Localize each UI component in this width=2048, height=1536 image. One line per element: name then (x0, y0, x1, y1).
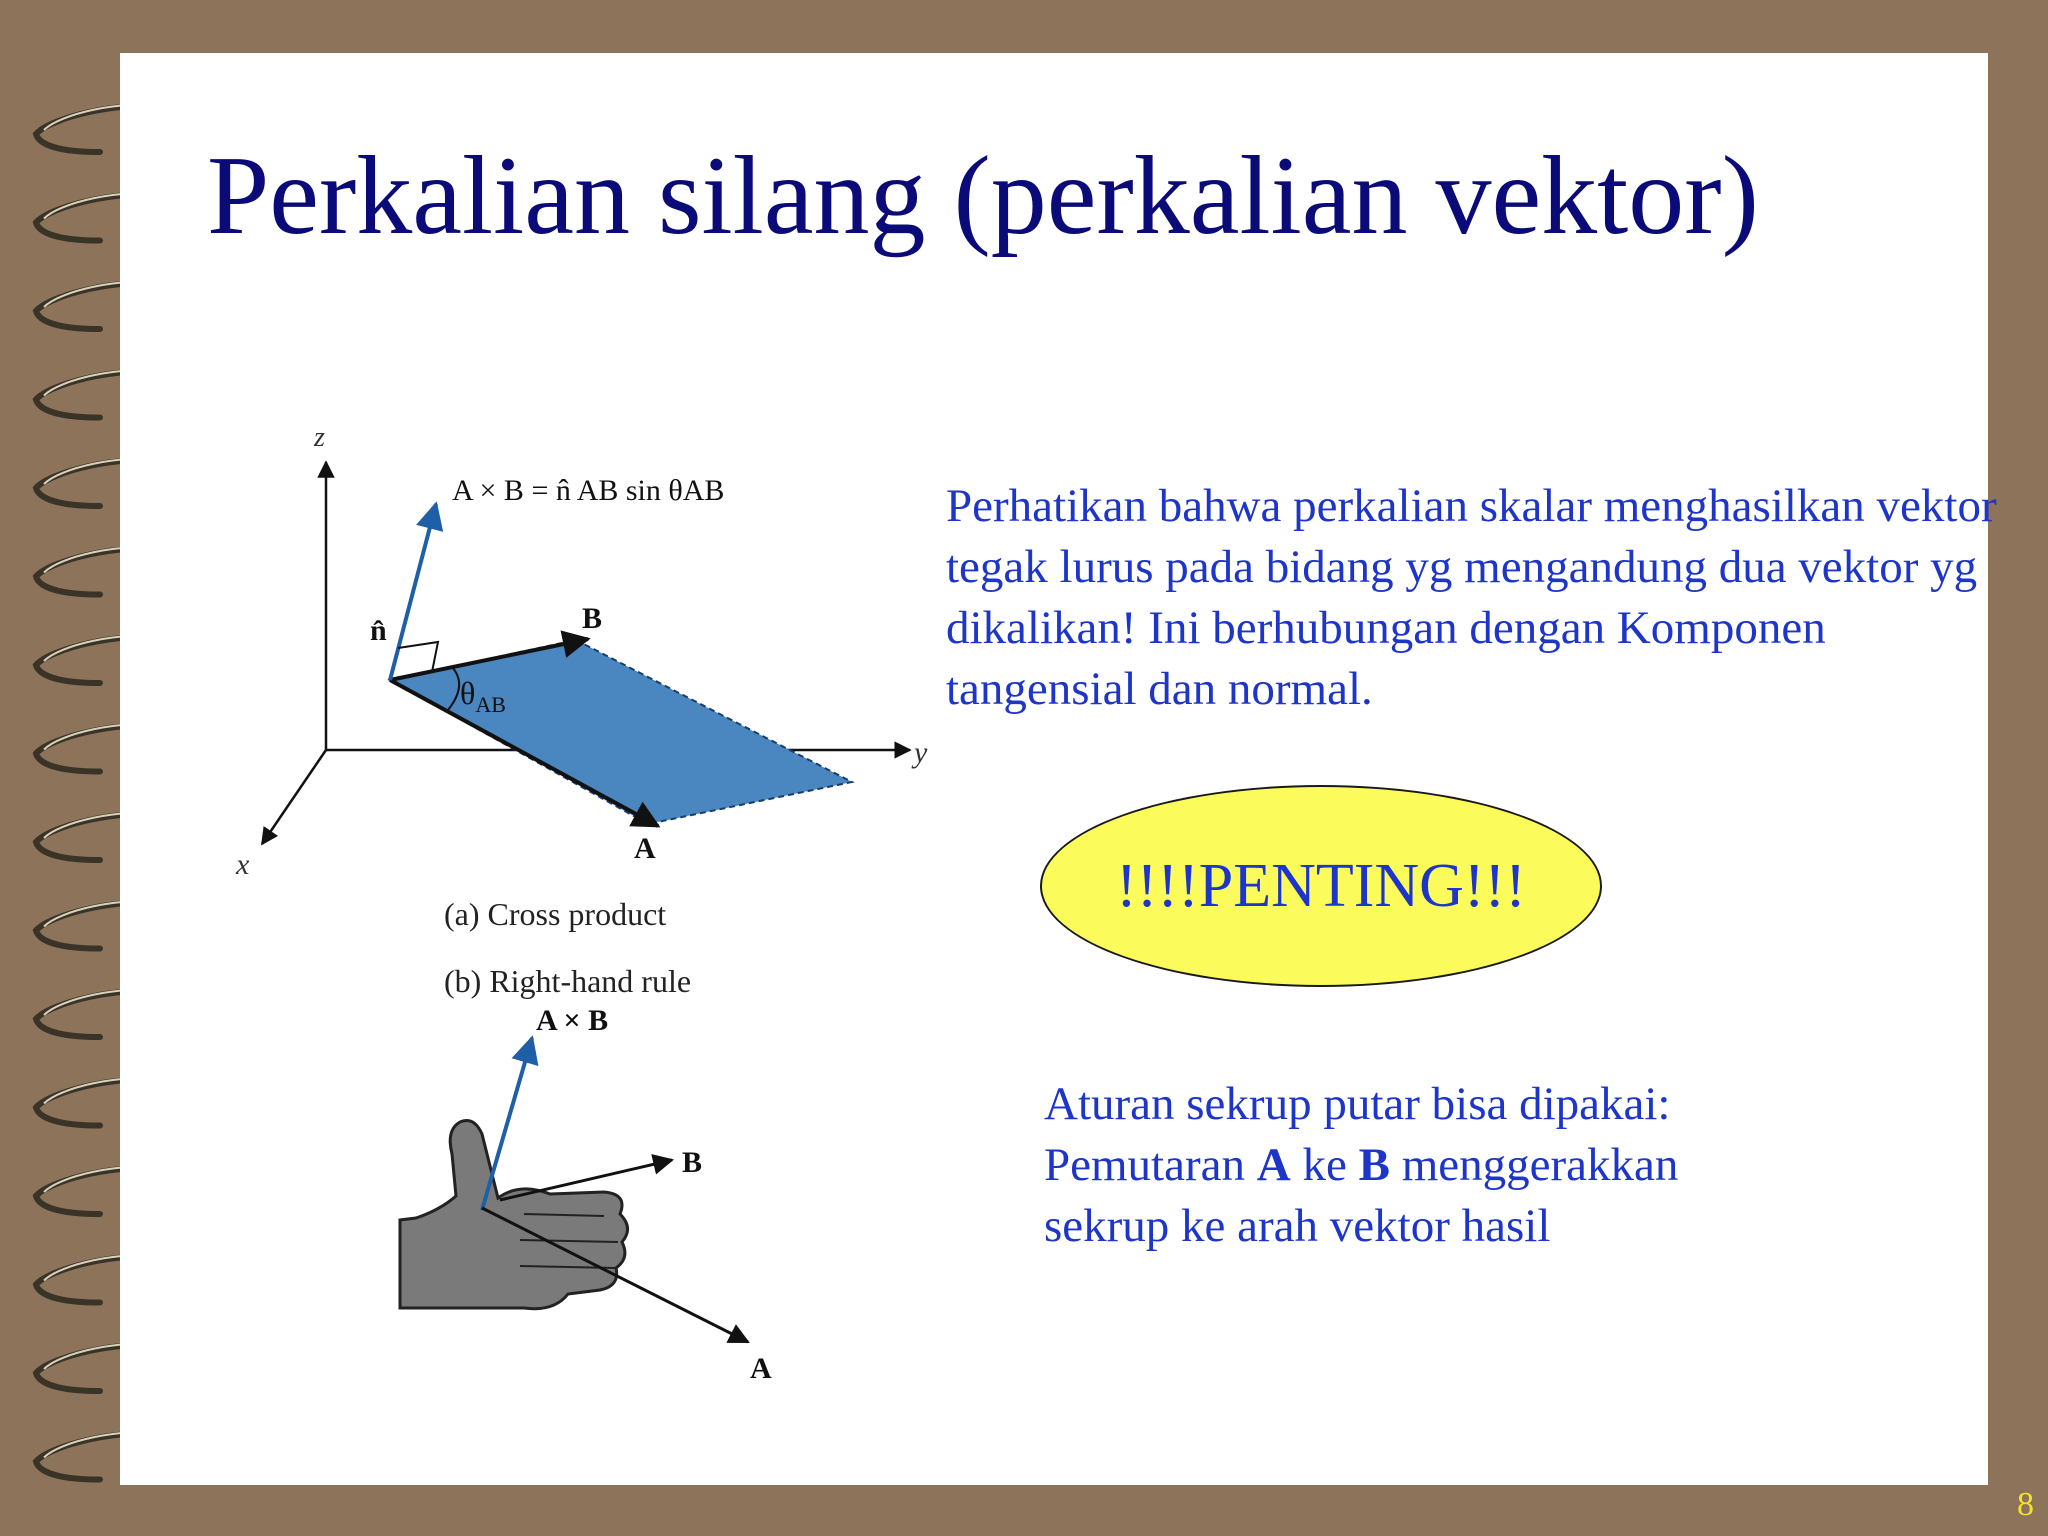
screw-rule-line2-post: menggerakkan (1389, 1139, 1679, 1191)
right-angle-mark (398, 642, 438, 672)
important-callout-text: !!!!PENTING!!! (1116, 851, 1526, 920)
caption-cross-product: (a) Cross product (444, 896, 667, 932)
cross-product-formula: A × B = n̂ AB sin θAB (452, 474, 725, 507)
z-axis-label: z (314, 422, 325, 453)
page-number: 8 (2017, 1486, 2034, 1523)
screw-rule-line1: Aturan sekrup putar bisa dipakai: (1044, 1078, 1671, 1130)
right-hand-illustration (400, 1121, 628, 1309)
vector-a-label: A (634, 832, 656, 865)
x-axis-label: x (236, 848, 250, 881)
screw-rule-vector-b: B (1358, 1139, 1390, 1191)
x-axis (262, 750, 326, 844)
n-hat-label: n̂ (370, 614, 387, 647)
screw-rule-line3: sekrup ke arah vektor hasil (1044, 1200, 1551, 1252)
hand-axb-arrow (482, 1038, 532, 1210)
cross-product-figure (220, 410, 980, 1390)
note-paragraph: Perhatikan bahwa perkalian skalar menghasilkan vektor tegak lurus pada bidang yg mengandung dua vektor yg dikalikan! Ini berhubungan dengan Komponen tangensial dan normal. (946, 480, 1997, 715)
screw-rule-line2-mid: ke (1290, 1139, 1359, 1191)
hand-a-label: A (750, 1352, 772, 1385)
important-callout (1040, 785, 1602, 987)
theta-label: $\theta_{AB}$ (460, 675, 506, 717)
screw-rule-vector-a: A (1256, 1139, 1291, 1191)
caption-right-hand-rule: (b) Right-hand rule (444, 963, 692, 999)
y-axis-label: y (914, 736, 928, 769)
vector-b-label: B (582, 602, 603, 635)
hand-axb-label: A × B (536, 1004, 609, 1037)
slide-title: Perkalian silang (perkalian vektor) (207, 134, 1759, 258)
screw-rule-paragraph (1044, 1074, 1944, 1257)
hand-b-label: B (682, 1146, 703, 1179)
screw-rule-line2-pre: Pemutaran (1044, 1139, 1257, 1191)
normal-vector-arrow (390, 504, 436, 680)
